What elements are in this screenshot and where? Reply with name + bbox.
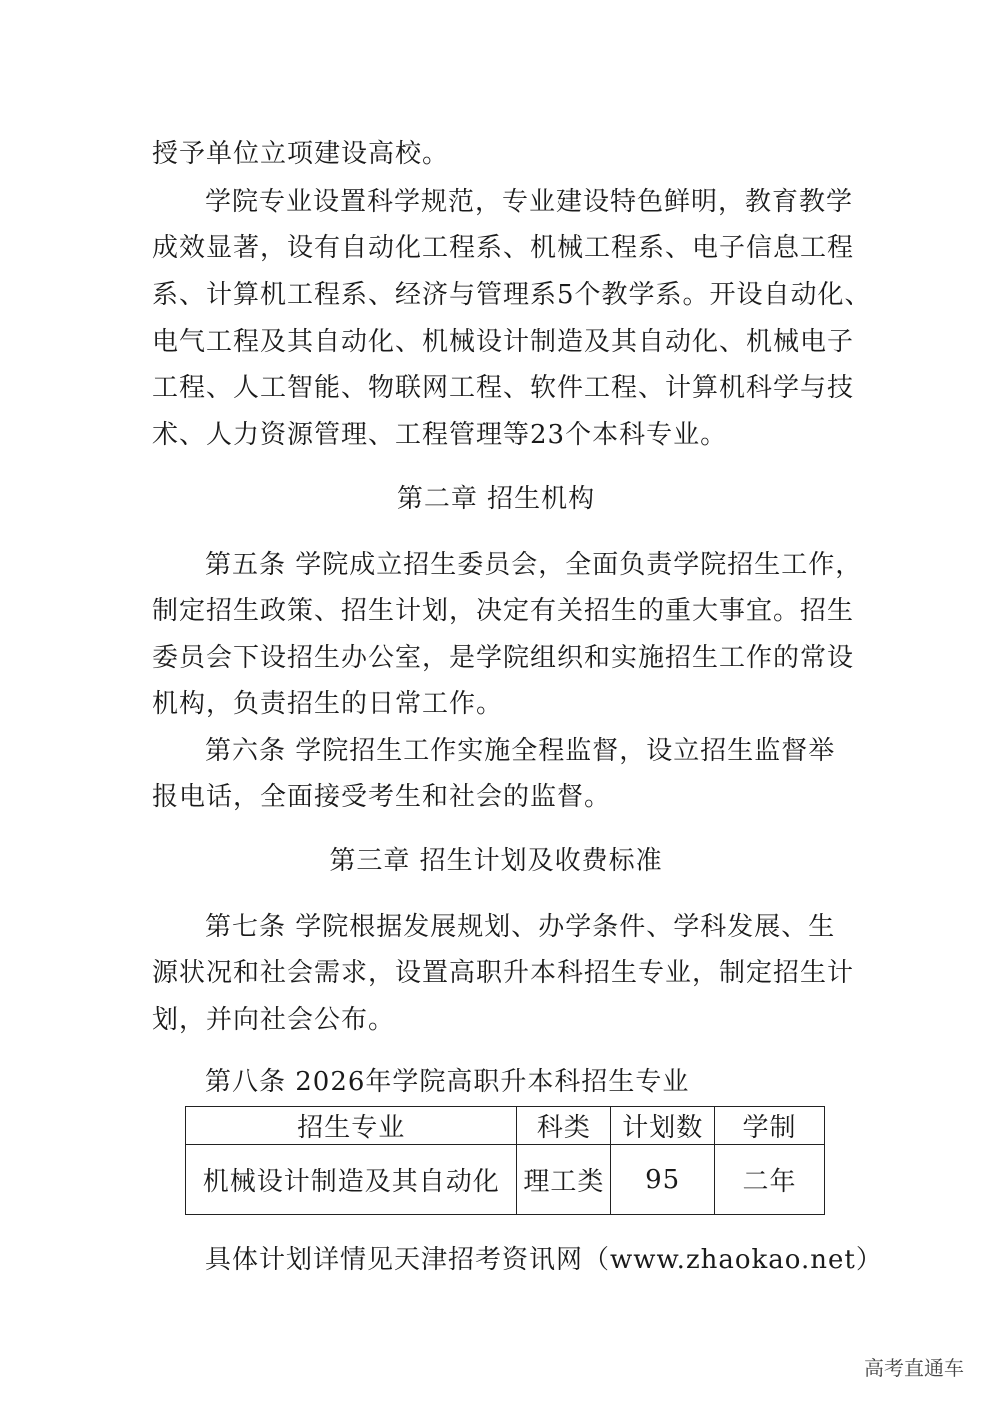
table-header-cell: 计划数	[611, 1107, 715, 1145]
paragraph-line: 报电话，全面接受考生和社会的监督。	[152, 782, 612, 812]
paragraph-line: 学院专业设置科学规范，专业建设特色鲜明，教育教学	[205, 187, 854, 217]
paragraph-line: 授予单位立项建设高校。	[152, 139, 450, 169]
table-header-cell: 科类	[517, 1107, 611, 1145]
paragraph-line: 源状况和社会需求，设置高职升本科招生专业，制定招生计	[152, 958, 855, 988]
paragraph-line: 机构，负责招生的日常工作。	[152, 689, 504, 719]
paragraph-line: 委员会下设招生办公室，是学院组织和实施招生工作的常设	[152, 643, 855, 673]
table-header-cell: 学制	[715, 1107, 825, 1145]
paragraph-line: 第六条 学院招生工作实施全程监督，设立招生监督举	[205, 736, 836, 766]
table-cell: 二年	[715, 1145, 825, 1215]
table-cell: 95	[611, 1145, 715, 1215]
table-row	[186, 1145, 825, 1215]
paragraph-line: 划，并向社会公布。	[152, 1005, 396, 1035]
paragraph-line: 第七条 学院根据发展规划、办学条件、学科发展、生	[205, 912, 836, 942]
footer-note: 具体计划详情见天津招考资讯网（www.zhaokao.net）	[205, 1245, 883, 1275]
paragraph-line: 系、计算机工程系、经济与管理系5个教学系。开设自动化、	[152, 280, 872, 310]
paragraph-line: 成效显著，设有自动化工程系、机械工程系、电子信息工程	[152, 233, 855, 263]
paragraph-line: 第五条 学院成立招生委员会，全面负责学院招生工作，	[205, 550, 863, 580]
table-cell: 机械设计制造及其自动化	[186, 1145, 517, 1215]
table-cell: 理工类	[517, 1145, 611, 1215]
paragraph-line: 工程、人工智能、物联网工程、软件工程、计算机科学与技	[152, 373, 855, 403]
watermark-text: 高考直通车	[864, 1356, 964, 1380]
table-header-cell: 招生专业	[186, 1107, 517, 1145]
paragraph-line: 术、人力资源管理、工程管理等23个本科专业。	[152, 420, 728, 450]
paragraph-line: 电气工程及其自动化、机械设计制造及其自动化、机械电子	[152, 327, 855, 357]
paragraph-line: 第八条 2026年学院高职升本科招生专业	[205, 1067, 690, 1097]
enrollment-table	[185, 1106, 825, 1215]
chapter-heading: 第三章 招生计划及收费标准	[329, 846, 663, 876]
chapter-heading: 第二章 招生机构	[396, 484, 596, 514]
table-header-row	[186, 1107, 825, 1145]
paragraph-line: 制定招生政策、招生计划，决定有关招生的重大事宜。招生	[152, 596, 855, 626]
